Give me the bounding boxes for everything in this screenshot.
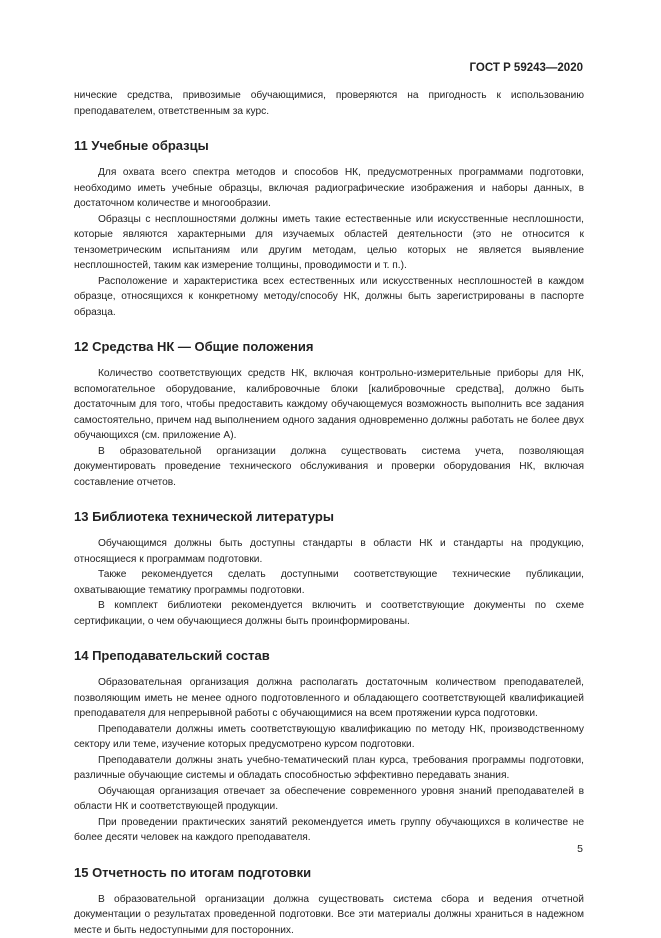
intro-paragraph: нические средства, привозимые обучающимися, проверяются на пригодность к использованию преподавателем, ответственным за курс.	[74, 88, 584, 119]
section-heading: 15 Отчетность по итогам подготовки	[74, 865, 584, 881]
section-14	[74, 648, 584, 846]
paragraph: Обучающая организация отвечает за обеспечение современного уровня знаний преподавателей в области НК и соответствующей продукции.	[74, 784, 584, 815]
section-13	[74, 509, 584, 629]
page-content	[74, 88, 584, 938]
paragraph: Преподаватели должны иметь соответствующую квалификацию по методу НК, производственному сектору или теме, изучение которых предусмотрено курсом подготовки.	[74, 722, 584, 753]
paragraph: Образовательная организация должна располагать достаточным количеством преподавателей, позволяющим иметь не менее одного подготовленного и обладающего соответствующей квалификацией преподавателя для непрерывной работы с обучающимися на всем протяжении курса подготовки.	[74, 675, 584, 722]
paragraph: Количество соответствующих средств НК, включая контрольно-измерительные приборы для НК, вспомогательное оборудование, калибровочные блоки [калибровочные средства], должно быть достаточным для того, чтобы предоставить каждому обучающемуся возможность выполнить все задания самостоятельно, причем над выполнением одного задания одновременно должны работать не более двух обучающихся (см. приложение А).	[74, 366, 584, 444]
section-12	[74, 339, 584, 490]
section-heading: 13 Библиотека технической литературы	[74, 509, 584, 525]
paragraph: Также рекомендуется сделать доступными соответствующие технические публикации, охватывающие тематику программы подготовки.	[74, 567, 584, 598]
paragraph: Расположение и характеристика всех естественных или искусственных несплошностей в каждом образце, относящихся к конкретному методу/способу НК, должны быть зарегистрированы в паспорте образца.	[74, 274, 584, 321]
section-heading: 14 Преподавательский состав	[74, 648, 584, 664]
page-number: 5	[577, 843, 583, 855]
paragraph: В образовательной организации должна существовать система учета, позволяющая документировать проведение технического обслуживания и проверки оборудования НК, включая составление отчетов.	[74, 444, 584, 491]
paragraph: В комплект библиотеки рекомендуется включить и соответствующие документы по схеме сертификации, о чем обучающиеся должны быть проинформированы.	[74, 598, 584, 629]
section-15	[74, 865, 584, 938]
paragraph: Преподаватели должны знать учебно-тематический план курса, требования программы подготовки, различные обучающие системы и обладать способностью эффективно передавать знания.	[74, 753, 584, 784]
paragraph: Образцы с несплошностями должны иметь такие естественные или искусственные несплошности, которые являются характерными для изучаемых областей деятельности (это не относится к тензометрическим испытаниям или другим методам, целью которых не является выявление несплошностей, таким как измерение толщины, проводимости и т. п.).	[74, 212, 584, 274]
document-id: ГОСТ Р 59243—2020	[470, 62, 583, 74]
section-heading: 12 Средства НК — Общие положения	[74, 339, 584, 355]
section-heading: 11 Учебные образцы	[74, 138, 584, 154]
paragraph: Для охвата всего спектра методов и способов НК, предусмотренных программами подготовки, необходимо иметь учебные образцы, включая радиографические изображения и наборы данных, в достаточном количестве и многообразии.	[74, 165, 584, 212]
paragraph: Обучающимся должны быть доступны стандарты в области НК и стандарты на продукцию, относящиеся к программам подготовки.	[74, 536, 584, 567]
section-11	[74, 138, 584, 320]
paragraph: При проведении практических занятий рекомендуется иметь группу обучающихся в количестве не более десяти человек на каждого преподавателя.	[74, 815, 584, 846]
paragraph: В образовательной организации должна существовать система сбора и ведения отчетной документации о результатах проведенной подготовки. Все эти материалы должны храниться в надежном месте и быть недоступными для посторонних.	[74, 892, 584, 938]
